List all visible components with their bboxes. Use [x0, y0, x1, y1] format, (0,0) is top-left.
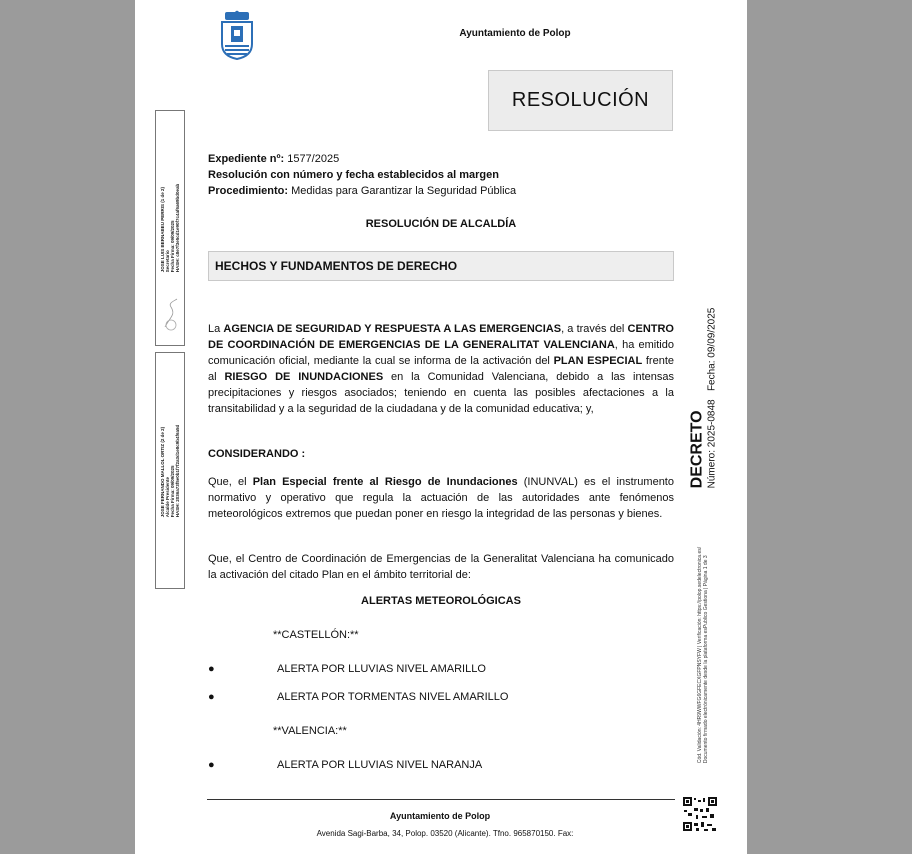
signature-scribble-icon — [162, 297, 180, 333]
bold-text: RIESGO DE INUNDACIONES — [224, 371, 384, 383]
resolucion-line: Resolución con número y fecha establecidos al margen — [208, 169, 499, 181]
qr-code-icon — [682, 796, 718, 832]
decreto-fecha: Fecha: 09/09/2025 — [706, 307, 718, 392]
decreto-number-date — [707, 308, 718, 489]
text: (INUNVAL) es el instrumento normativo y operativo que regula la actuación de las autoridades ante fenómenos meteorológicos extremos que puedan poner en riesgo la integridad de las personas y bienes. — [208, 476, 674, 520]
signature-line: HASH: c8e7f3e5cd1e90f7c4af6a69bd0eab — [175, 183, 180, 273]
signature-box-1 — [155, 110, 185, 346]
castellon-label: **CASTELLÓN:** — [273, 629, 359, 641]
validation-rotated — [697, 547, 709, 763]
signature-box-2 — [155, 352, 185, 589]
bold-text: PLAN ESPECIAL — [553, 355, 643, 367]
validation-line-1: Cód. Validación: 4HR9WWFG6GFECXGFPNSYFW | Verificación: https://polop.sedelectronica.es/ — [697, 546, 703, 764]
valencia-label: **VALENCIA:** — [273, 725, 347, 737]
bold-text: Plan Especial frente al Riesgo de Inundaciones — [252, 476, 518, 488]
decreto-numero: Número: 2025-0848 — [706, 399, 718, 489]
validation-side-text — [693, 520, 713, 790]
signature-line: Fecha Firma: 09/09/2025 — [170, 465, 175, 517]
decreto-title: DECRETO — [688, 410, 706, 489]
text: frente al — [208, 355, 675, 383]
signature-2-text — [160, 424, 180, 517]
procedimiento-label: Procedimiento: — [208, 185, 289, 197]
alerts-title: ALERTAS METEOROLÓGICAS — [361, 595, 521, 607]
text: , a través del — [561, 323, 628, 335]
text: La — [208, 323, 224, 335]
signature-line: Secretario — [165, 250, 170, 273]
bullet-icon: ● — [208, 663, 215, 675]
signature-line: JOSE FERNANDO MALLOL ORTIZ (2 de 2) — [160, 426, 165, 517]
paragraph-plan-especial — [208, 474, 674, 522]
footer-divider — [207, 799, 675, 800]
expediente-value: 1577/2025 — [287, 153, 340, 165]
text: en la Comunidad Valenciana, debido a las intensas precipitaciones y riesgos asociados; teniendo en cuenta las posibles afectaciones a la transitabilidad y a la seguridad de la ciudadana y de la comunidad educativa; y, — [208, 371, 674, 415]
text: , ha emitido comunicación oficial, mediante la cual se informa de la activación del — [208, 339, 674, 367]
signature-line: Fecha Firma: 09/09/2025 — [170, 220, 175, 273]
procedimiento-value: Medidas para Garantizar la Seguridad Pública — [291, 185, 517, 197]
paragraph-centro: Que, el Centro de Coordinación de Emergencias de la Generalitat Valenciana ha comunicado la activación del citado Plan en el ámbito territorial de: — [208, 553, 674, 581]
validation-line-2: Documento firmado electrónicamente desde la plataforma esPublico Gestiona | Página 1 de 3 — [703, 555, 709, 764]
resolution-title-box: RESOLUCIÓN — [488, 70, 673, 131]
bold-text: AGENCIA DE SEGURIDAD Y RESPUESTA A LAS EMERGENCIAS — [223, 323, 562, 335]
hechos-box: HECHOS Y FUNDAMENTOS DE DERECHO — [208, 251, 674, 281]
procedimiento-line — [208, 183, 516, 199]
signature-line: HASH: 2036a73f5e0b1f7f2a3d1e8c9b4f6a5d — [175, 424, 180, 517]
expediente-line — [208, 151, 339, 167]
expediente-label: Expediente nº: — [208, 153, 285, 165]
signature-line: Alcalde Presidente — [165, 476, 170, 517]
bullet-icon: ● — [208, 759, 215, 771]
castellon-alert-2: ALERTA POR TORMENTAS NIVEL AMARILLO — [277, 691, 509, 703]
considerando-heading: CONSIDERANDO : — [208, 448, 306, 460]
bold-text: CENTRO DE COORDINACIÓN DE EMERGENCIAS DE LA GENERALITAT VALENCIANA — [208, 323, 674, 351]
header-organization: Ayuntamiento de Polop — [459, 28, 571, 39]
valencia-alert-1: ALERTA POR LLUVIAS NIVEL NARANJA — [277, 759, 483, 771]
text: Que, el — [208, 476, 253, 488]
signature-1-text — [160, 184, 180, 273]
decreto-rotated — [689, 308, 718, 489]
paragraph-agencia — [208, 321, 674, 417]
signature-line: JOSE LUIS BERNABEU PERRIS (1 de 2) — [160, 187, 165, 273]
bullet-icon: ● — [208, 691, 215, 703]
section-title: RESOLUCIÓN DE ALCALDÍA — [365, 218, 517, 230]
coat-of-arms-logo — [219, 10, 255, 60]
footer-address: Avenida Sagi-Barba, 34, Polop. 03520 (Alicante). Tfno. 965870150. Fax: — [316, 829, 574, 838]
decreto-stamp — [683, 308, 723, 488]
footer-organization: Ayuntamiento de Polop — [389, 811, 491, 821]
castellon-alert-1: ALERTA POR LLUVIAS NIVEL AMARILLO — [277, 663, 486, 675]
document-page — [135, 0, 747, 854]
